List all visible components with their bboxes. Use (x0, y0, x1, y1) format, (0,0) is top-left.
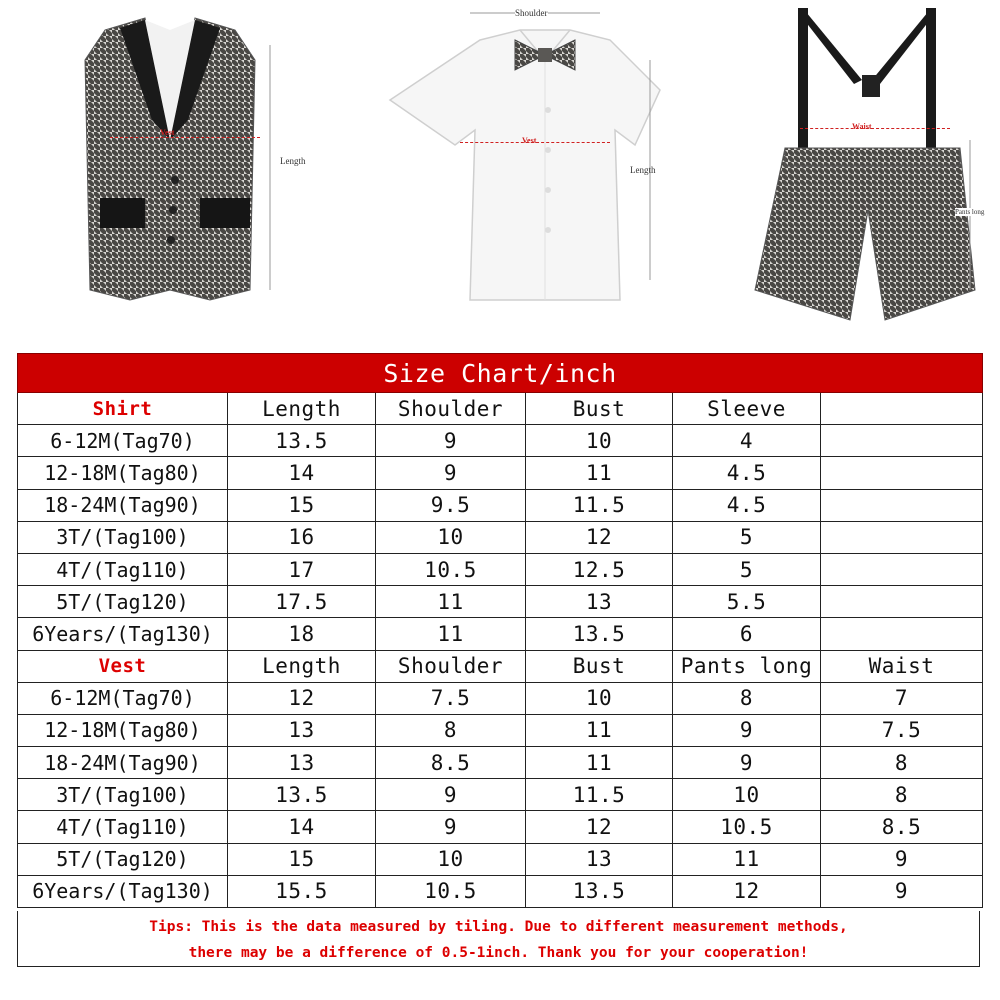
value-cell: 9 (821, 875, 983, 907)
shorts-mark-label: Waist (852, 122, 872, 131)
value-cell: 6 (673, 618, 821, 650)
size-label-cell: 6Years/(Tag130) (18, 618, 228, 650)
size-label-cell: 18-24M(Tag90) (18, 747, 228, 779)
value-cell: 9 (376, 811, 526, 843)
table-row (18, 811, 983, 843)
header-cell: Length (228, 393, 376, 425)
table-row (18, 521, 983, 553)
size-label-cell: 6Years/(Tag130) (18, 875, 228, 907)
size-label-cell: 12-18M(Tag80) (18, 714, 228, 746)
value-cell: 9 (821, 843, 983, 875)
value-cell: 11 (526, 457, 673, 489)
value-cell: 15 (228, 843, 376, 875)
table-row (18, 875, 983, 907)
shorts-image (740, 0, 1000, 345)
product-images (0, 0, 1000, 345)
size-label-cell: 18-24M(Tag90) (18, 489, 228, 521)
shirt-mark-label: Vest (522, 136, 537, 145)
value-cell: 8 (673, 682, 821, 714)
value-cell (821, 586, 983, 618)
value-cell: 11 (376, 586, 526, 618)
header-cell (821, 393, 983, 425)
tips-line-2: there may be a difference of 0.5-1inch. Thank you for your cooperation! (188, 945, 809, 961)
header-cell: Pants long (673, 650, 821, 682)
value-cell: 4 (673, 425, 821, 457)
value-cell: 13.5 (526, 875, 673, 907)
value-cell: 13 (228, 747, 376, 779)
value-cell: 8.5 (376, 747, 526, 779)
value-cell: 10 (526, 425, 673, 457)
value-cell: 17.5 (228, 586, 376, 618)
value-cell: 16 (228, 521, 376, 553)
value-cell (821, 457, 983, 489)
value-cell: 10.5 (376, 553, 526, 585)
table-row (18, 682, 983, 714)
value-cell: 10 (526, 682, 673, 714)
vest-image (40, 0, 320, 345)
shirt-shoulder-label: Shoulder (515, 8, 548, 18)
value-cell: 12 (228, 682, 376, 714)
value-cell: 8 (821, 747, 983, 779)
size-label-cell: 4T/(Tag110) (18, 811, 228, 843)
value-cell: 14 (228, 457, 376, 489)
value-cell: 9 (376, 457, 526, 489)
tips-note (17, 911, 980, 967)
table-row (18, 586, 983, 618)
value-cell: 13 (526, 586, 673, 618)
value-cell: 11 (673, 843, 821, 875)
vest-measure-line (110, 137, 260, 138)
header-cell: Sleeve (673, 393, 821, 425)
shirt-rows (18, 425, 983, 650)
value-cell: 9 (673, 747, 821, 779)
value-cell: 5.5 (673, 586, 821, 618)
value-cell: 10 (376, 843, 526, 875)
chart-title-row (18, 354, 983, 393)
size-label-cell: 12-18M(Tag80) (18, 457, 228, 489)
value-cell (821, 521, 983, 553)
table-row (18, 553, 983, 585)
table-row (18, 425, 983, 457)
vest-header-row (18, 650, 983, 682)
size-label-cell: 6-12M(Tag70) (18, 682, 228, 714)
header-cell: Bust (526, 393, 673, 425)
header-cell: Shoulder (376, 650, 526, 682)
value-cell: 15.5 (228, 875, 376, 907)
size-label-cell: 4T/(Tag110) (18, 553, 228, 585)
value-cell: 12 (526, 521, 673, 553)
value-cell: 8 (376, 714, 526, 746)
header-cell: Waist (821, 650, 983, 682)
value-cell (821, 425, 983, 457)
value-cell: 12 (526, 811, 673, 843)
value-cell: 8.5 (821, 811, 983, 843)
vest-mark-label: Vest (160, 128, 175, 137)
value-cell: 10.5 (673, 811, 821, 843)
vest-section-label: Vest (18, 650, 228, 682)
shirt-section-label: Shirt (18, 393, 228, 425)
shirt-header-row (18, 393, 983, 425)
value-cell: 10.5 (376, 875, 526, 907)
value-cell: 14 (228, 811, 376, 843)
value-cell: 17 (228, 553, 376, 585)
value-cell: 11 (526, 747, 673, 779)
vest-rows (18, 682, 983, 907)
value-cell: 13 (526, 843, 673, 875)
chart-title: Size Chart/inch (18, 354, 983, 393)
table-row (18, 618, 983, 650)
size-label-cell: 5T/(Tag120) (18, 586, 228, 618)
value-cell: 11.5 (526, 779, 673, 811)
value-cell: 13.5 (228, 779, 376, 811)
value-cell: 11 (376, 618, 526, 650)
header-cell: Length (228, 650, 376, 682)
value-cell: 18 (228, 618, 376, 650)
size-label-cell: 3T/(Tag100) (18, 779, 228, 811)
value-cell: 13 (228, 714, 376, 746)
value-cell: 15 (228, 489, 376, 521)
value-cell: 13.5 (526, 618, 673, 650)
value-cell: 12 (673, 875, 821, 907)
value-cell: 9.5 (376, 489, 526, 521)
table-row (18, 489, 983, 521)
value-cell: 12.5 (526, 553, 673, 585)
value-cell (821, 618, 983, 650)
value-cell: 10 (673, 779, 821, 811)
shorts-measure-line (800, 128, 950, 129)
value-cell (821, 553, 983, 585)
size-label-cell: 5T/(Tag120) (18, 843, 228, 875)
shorts-length-label: Pants long (955, 208, 985, 216)
header-cell: Bust (526, 650, 673, 682)
table-row (18, 779, 983, 811)
value-cell (821, 489, 983, 521)
value-cell: 9 (673, 714, 821, 746)
table-row (18, 714, 983, 746)
value-cell: 4.5 (673, 457, 821, 489)
header-cell: Shoulder (376, 393, 526, 425)
value-cell: 7 (821, 682, 983, 714)
value-cell: 5 (673, 553, 821, 585)
table-row (18, 747, 983, 779)
value-cell: 5 (673, 521, 821, 553)
shirt-length-label: Length (630, 165, 656, 175)
value-cell: 13.5 (228, 425, 376, 457)
table-row (18, 457, 983, 489)
value-cell: 7.5 (376, 682, 526, 714)
value-cell: 7.5 (821, 714, 983, 746)
value-cell: 9 (376, 779, 526, 811)
shirt-image (370, 0, 680, 345)
value-cell: 4.5 (673, 489, 821, 521)
value-cell: 10 (376, 521, 526, 553)
vest-length-label: Length (280, 156, 306, 166)
value-cell: 11.5 (526, 489, 673, 521)
value-cell: 11 (526, 714, 673, 746)
value-cell: 8 (821, 779, 983, 811)
table-row (18, 843, 983, 875)
tips-line-1: Tips: This is the data measured by tiling. Due to different measurement methods, (149, 919, 848, 935)
size-label-cell: 3T/(Tag100) (18, 521, 228, 553)
value-cell: 9 (376, 425, 526, 457)
size-chart-table (17, 353, 983, 908)
size-label-cell: 6-12M(Tag70) (18, 425, 228, 457)
